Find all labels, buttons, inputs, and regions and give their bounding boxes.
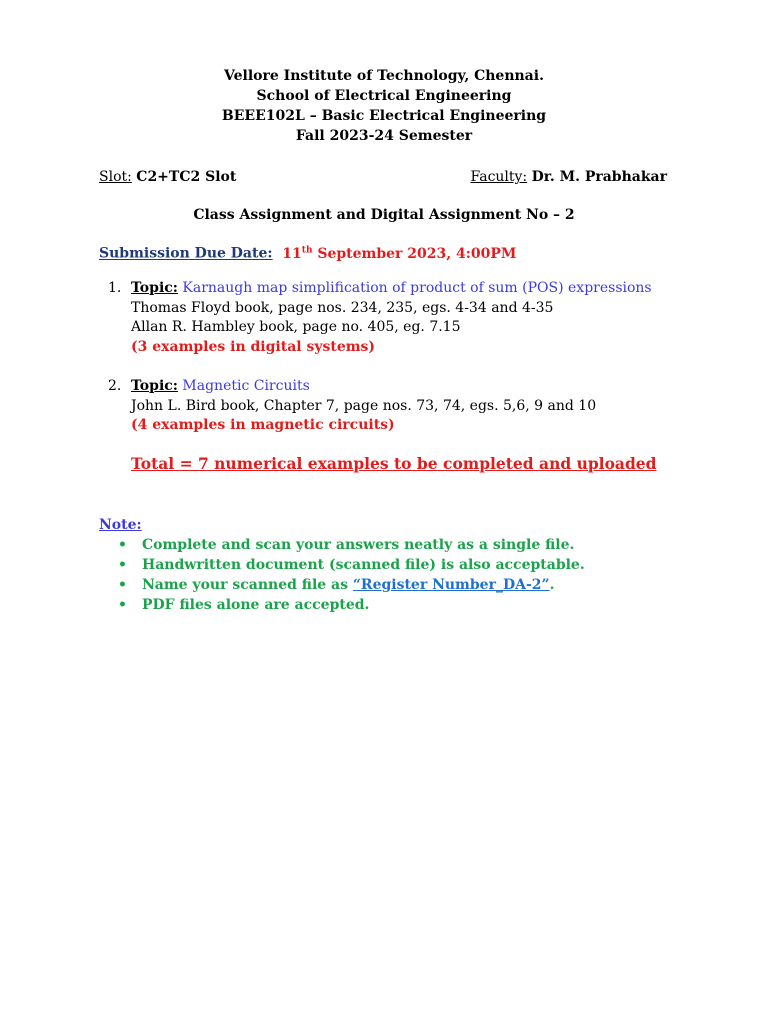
- filename-link[interactable]: “Register Number_DA-2”: [352, 577, 550, 593]
- due-date-line: [99, 240, 516, 264]
- slot-info: [99, 167, 236, 187]
- due-date-value: [277, 246, 516, 262]
- topic-item-2: [108, 377, 596, 436]
- bullet-icon: •: [118, 557, 127, 573]
- bullet-icon: •: [118, 537, 127, 553]
- slot-value: C2+TC2 Slot: [136, 169, 237, 185]
- topic-label: Topic:: [131, 280, 178, 296]
- due-date-label: Submission Due Date:: [99, 245, 273, 262]
- topic-example-count: (4 examples in magnetic circuits): [131, 417, 395, 433]
- semester: Fall 2023-24 Semester: [295, 128, 473, 144]
- faculty-label: Faculty:: [470, 169, 528, 185]
- note-item: [118, 535, 585, 555]
- topic-title: Magnetic Circuits: [182, 378, 310, 394]
- due-day-suffix: th: [301, 245, 313, 255]
- topic-reference: Allan R. Hambley book, page no. 405, eg. 7.15: [131, 319, 461, 335]
- topic-reference: Thomas Floyd book, page nos. 234, 235, egs. 4-34 and 4-35: [131, 299, 554, 316]
- topic-title: Karnaugh map simplification of product of sum (POS) expressions: [182, 280, 652, 296]
- faculty-info: [470, 167, 667, 187]
- due-day: 11: [282, 245, 302, 262]
- slot-faculty-row: [99, 167, 667, 187]
- bullet-icon: •: [118, 577, 127, 593]
- total-examples: Total = 7 numerical examples to be completed and uploaded: [131, 454, 657, 473]
- due-rest: September 2023, 4:00PM: [312, 245, 517, 262]
- note-title: Note:: [99, 517, 142, 533]
- document-header: [0, 66, 768, 146]
- topic-number: 1.: [108, 280, 122, 296]
- slot-label: Slot:: [99, 169, 132, 185]
- assignment-title: Class Assignment and Digital Assignment No – 2: [193, 207, 575, 223]
- institute-name: Vellore Institute of Technology, Chennai.: [224, 68, 544, 84]
- bullet-icon: •: [118, 597, 127, 613]
- faculty-value: Dr. M. Prabhakar: [531, 169, 667, 185]
- topic-example-count: (3 examples in digital systems): [131, 338, 376, 355]
- topic-label: Topic:: [131, 378, 178, 394]
- note-text-suffix: .: [549, 577, 555, 593]
- note-text: PDF files alone are accepted.: [142, 597, 370, 613]
- note-item: [118, 575, 585, 595]
- note-item: [118, 555, 585, 575]
- note-text: Complete and scan your answers neatly as a single file.: [142, 537, 575, 553]
- topic-number: 2.: [108, 378, 122, 394]
- note-text: Handwritten document (scanned file) is also acceptable.: [142, 557, 585, 573]
- note-item: [118, 595, 585, 615]
- note-list: [118, 535, 585, 615]
- topic-item-1: [108, 279, 652, 357]
- school-name: School of Electrical Engineering: [256, 88, 512, 104]
- note-text: Name your scanned file as: [142, 577, 353, 593]
- topic-reference: John L. Bird book, Chapter 7, page nos. 73, 74, egs. 5,6, 9 and 10: [131, 397, 597, 414]
- course-name: BEEE102L – Basic Electrical Engineering: [221, 108, 547, 124]
